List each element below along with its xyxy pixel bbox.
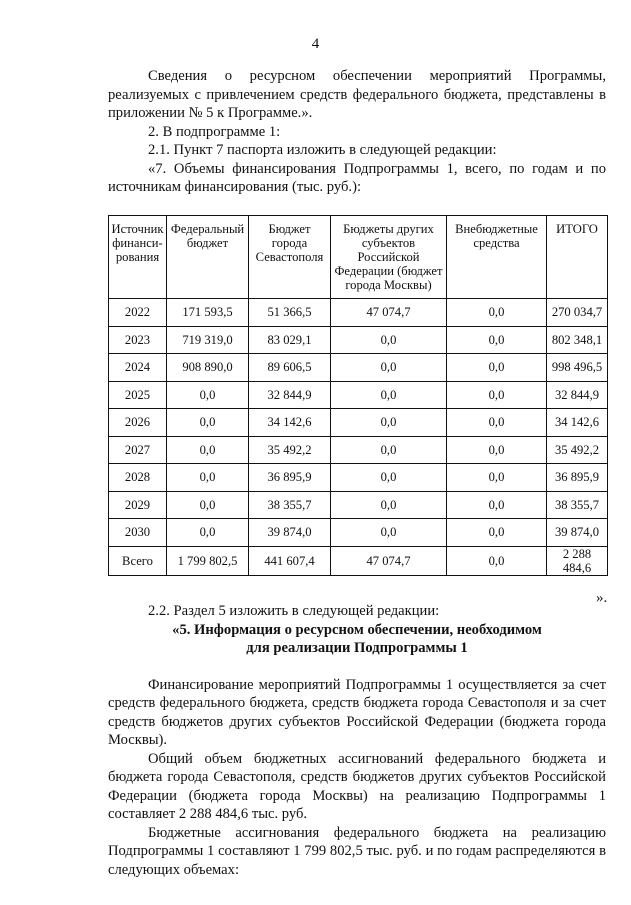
table-row [109, 491, 608, 519]
header-source: Источник финанси-рования [109, 216, 167, 299]
cell-sevastopol-budget: 38 355,7 [249, 491, 331, 519]
cell-extrabudgetary: 0,0 [447, 464, 547, 492]
table-row [109, 299, 608, 327]
cell-federal-budget: 908 890,0 [167, 354, 249, 382]
table-row [109, 409, 608, 437]
cell-federal-budget: 0,0 [167, 409, 249, 437]
table-row [109, 381, 608, 409]
cell-extrabudgetary: 0,0 [447, 491, 547, 519]
section-title-line1: «5. Информация о ресурсном обеспечении, необходимом [172, 621, 542, 638]
paragraph-3: Бюджетные ассигнования федерального бюджета на реализацию Подпрограммы 1 составляют 1 799 802,5 тыс. руб. и по годам распределяются в следующих объемах: [108, 824, 606, 878]
cell-total: 36 895,9 [547, 464, 608, 492]
cell-other-subjects-budget: 0,0 [331, 354, 447, 382]
cell-federal-budget: 0,0 [167, 436, 249, 464]
table-body [109, 299, 608, 576]
cell-year: 2029 [109, 491, 167, 519]
cell-year: 2028 [109, 464, 167, 492]
cell-federal-budget: 171 593,5 [167, 299, 249, 327]
cell-total: 998 496,5 [547, 354, 608, 382]
closing-quote: ». [596, 590, 608, 606]
cell-other-subjects-budget: 0,0 [331, 436, 447, 464]
cell-year: 2030 [109, 519, 167, 547]
page-number: 4 [311, 36, 320, 52]
cell-total: 39 874,0 [547, 519, 608, 547]
cell-extrabudgetary: 0,0 [447, 436, 547, 464]
header-extrabudgetary: Внебюджетные средства [447, 216, 547, 299]
intro-section [108, 67, 606, 197]
cell-total: 270 034,7 [547, 299, 608, 327]
header-other-subjects-budget: Бюджеты других субъектов Российской Федерации (бюджет города Москвы) [331, 216, 447, 299]
cell-other-subjects-budget: 0,0 [331, 409, 447, 437]
cell-extrabudgetary: 0,0 [447, 299, 547, 327]
cell-sevastopol-budget: 36 895,9 [249, 464, 331, 492]
section-5 [108, 602, 606, 879]
cell-year: 2026 [109, 409, 167, 437]
cell-other-subjects-budget: 0,0 [331, 326, 447, 354]
cell-federal-budget: 0,0 [167, 519, 249, 547]
cell-total: 38 355,7 [547, 491, 608, 519]
cell-year: 2023 [109, 326, 167, 354]
item-2-2: 2.2. Раздел 5 изложить в следующей редакции: [148, 603, 440, 619]
paragraph-2: Общий объем бюджетных ассигнований федерального бюджета и бюджета города Севастополя, средств бюджетов других субъектов Российской Федерации (бюджета города Москвы) на реализацию Подпрограммы 1 составляет 2 288 484,6 тыс. руб. [108, 750, 606, 822]
cell-sevastopol-budget: 51 366,5 [249, 299, 331, 327]
cell-total: 32 844,9 [547, 381, 608, 409]
cell-sevastopol-budget: 441 607,4 [249, 546, 331, 575]
cell-extrabudgetary: 0,0 [447, 354, 547, 382]
cell-federal-budget: 1 799 802,5 [167, 546, 249, 575]
table-row [109, 326, 608, 354]
cell-federal-budget: 0,0 [167, 464, 249, 492]
cell-sevastopol-budget: 35 492,2 [249, 436, 331, 464]
cell-extrabudgetary: 0,0 [447, 381, 547, 409]
table-row [109, 546, 608, 575]
cell-total: 35 492,2 [547, 436, 608, 464]
cell-year: 2025 [109, 381, 167, 409]
cell-sevastopol-budget: 34 142,6 [249, 409, 331, 437]
item-2: 2. В подпрограмме 1: [148, 123, 281, 140]
table-header-row [109, 216, 608, 299]
cell-other-subjects-budget: 47 074,7 [331, 299, 447, 327]
header-federal-budget: Федеральный бюджет [167, 216, 249, 299]
cell-other-subjects-budget: 0,0 [331, 519, 447, 547]
cell-sevastopol-budget: 39 874,0 [249, 519, 331, 547]
section-title-line2: для реализации Подпрограммы 1 [246, 640, 468, 656]
cell-total: 2 288 484,6 [547, 546, 608, 575]
cell-extrabudgetary: 0,0 [447, 519, 547, 547]
cell-sevastopol-budget: 83 029,1 [249, 326, 331, 354]
cell-extrabudgetary: 0,0 [447, 326, 547, 354]
cell-extrabudgetary: 0,0 [447, 409, 547, 437]
cell-year: Всего [109, 546, 167, 575]
cell-year: 2022 [109, 299, 167, 327]
cell-total: 34 142,6 [547, 409, 608, 437]
cell-federal-budget: 0,0 [167, 381, 249, 409]
cell-federal-budget: 0,0 [167, 491, 249, 519]
paragraph-1: Финансирование мероприятий Подпрограммы 1 осуществляется за счет средств федерального бюджета, средств бюджета города Севастополя и за счет средств бюджетов других субъектов Российской Федерации (бюджета города Москвы). [108, 676, 606, 748]
cell-other-subjects-budget: 0,0 [331, 491, 447, 519]
intro-paragraph: Сведения о ресурсном обеспечении мероприятий Программы, реализуемых с привлечением средств федерального бюджета, представлены в приложении № 5 к Программе.». [108, 68, 606, 121]
cell-other-subjects-budget: 0,0 [331, 464, 447, 492]
table-row [109, 519, 608, 547]
cell-year: 2027 [109, 436, 167, 464]
header-sevastopol-budget: Бюджет города Севастополя [249, 216, 331, 299]
table-row [109, 354, 608, 382]
cell-extrabudgetary: 0,0 [447, 546, 547, 575]
table-row [109, 464, 608, 492]
cell-year: 2024 [109, 354, 167, 382]
cell-other-subjects-budget: 0,0 [331, 381, 447, 409]
cell-total: 802 348,1 [547, 326, 608, 354]
item-2-1: 2.1. Пункт 7 паспорта изложить в следующей редакции: [148, 142, 497, 158]
cell-federal-budget: 719 319,0 [167, 326, 249, 354]
item-2-1-quote: «7. Объемы финансирования Подпрограммы 1, всего, по годам и по источникам финансирования (тыс. руб.): [108, 160, 606, 195]
cell-sevastopol-budget: 32 844,9 [249, 381, 331, 409]
table-row [109, 436, 608, 464]
cell-sevastopol-budget: 89 606,5 [249, 354, 331, 382]
funding-table [108, 215, 608, 576]
header-total: ИТОГО [547, 216, 608, 299]
cell-other-subjects-budget: 47 074,7 [331, 546, 447, 575]
